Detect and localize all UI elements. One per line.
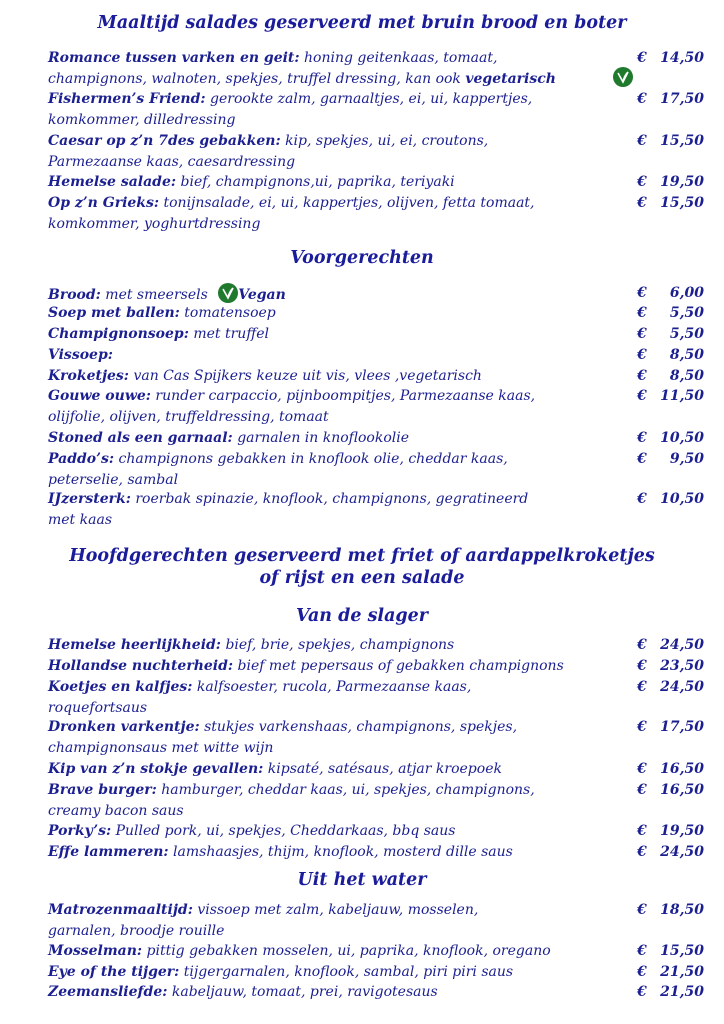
menu-item: [48, 345, 628, 366]
currency-symbol: €: [637, 902, 647, 918]
item-description: lamshaasjes, thijm, knoflook, mosterd dille saus: [173, 844, 513, 860]
currency-symbol: €: [637, 388, 647, 404]
item-name: Matrozenmaaltijd:: [48, 902, 193, 918]
item-description: komkommer, dilledressing: [48, 111, 236, 128]
item-price: 21,50: [660, 984, 704, 1000]
item-name: Dronken varkentje:: [48, 719, 200, 735]
currency-symbol: €: [637, 347, 647, 363]
currency-symbol: €: [637, 174, 647, 190]
item-description: garnalen, broodje rouille: [48, 922, 225, 939]
menu-item: [48, 635, 628, 656]
item-name: Porky’s:: [48, 823, 112, 839]
item-name: Stoned als een garnaal:: [48, 430, 233, 446]
item-name: Eye of the tijger:: [48, 964, 180, 980]
menu-item: [48, 89, 628, 130]
item-price: 10,50: [660, 491, 704, 507]
item-description: champignons, walnoten, spekjes, truffel dressing, kan ook: [48, 70, 466, 87]
item-name: Kip van z’n stokje gevallen:: [48, 761, 264, 777]
item-price: 9,50: [669, 451, 704, 467]
currency-symbol: €: [637, 305, 647, 321]
item-price: 15,50: [660, 195, 704, 211]
item-name: Zeemansliefde:: [48, 984, 168, 1000]
item-price: 16,50: [660, 782, 704, 798]
currency-symbol: €: [637, 195, 647, 211]
item-description: honing geitenkaas, tomaat,: [304, 50, 498, 66]
item-name: Gouwe ouwe:: [48, 388, 151, 404]
menu-item: [48, 324, 628, 345]
item-description: roquefortsaus: [48, 699, 148, 716]
menu-item: [48, 366, 628, 387]
item-description: olijfolie, olijven, truffeldressing, tomaat: [48, 408, 329, 425]
item-name: Hemelse heerlijkheid:: [48, 637, 221, 653]
item-name: Effe lammeren:: [48, 844, 169, 860]
item-description: Parmezaanse kaas, caesardressing: [48, 153, 296, 170]
item-name: Brave burger:: [48, 782, 157, 798]
item-description: runder carpaccio, pijnboompitjes, Parmezaanse kaas,: [155, 388, 536, 404]
menu-item: [48, 449, 628, 490]
item-description: kip, spekjes, ui, ei, croutons,: [285, 133, 489, 149]
item-price: 5,50: [669, 326, 704, 342]
menu-item: [48, 193, 628, 234]
currency-symbol: €: [637, 844, 647, 860]
vegetarian-tag: vegetarisch: [465, 70, 556, 87]
menu-item: [48, 759, 628, 780]
currency-symbol: €: [637, 133, 647, 149]
currency-symbol: €: [637, 943, 647, 959]
item-price: 21,50: [660, 964, 704, 980]
currency-symbol: €: [637, 823, 647, 839]
item-price: 10,50: [660, 430, 704, 446]
item-description: champignons gebakken in knoflook olie, cheddar kaas,: [118, 451, 508, 467]
item-description: bief, champignons,ui, paprika, teriyaki: [180, 174, 455, 190]
item-description: hamburger, cheddar kaas, ui, spekjes, champignons,: [161, 782, 535, 798]
item-description: van Cas Spijkers keuze uit vis, vlees ,vegetarisch: [133, 368, 482, 384]
item-name: Hemelse salade:: [48, 174, 177, 190]
item-description: met smeersels: [105, 287, 208, 303]
item-price: 15,50: [660, 133, 704, 149]
currency-symbol: €: [637, 326, 647, 342]
currency-symbol: €: [637, 658, 647, 674]
currency-symbol: €: [637, 430, 647, 446]
menu-item: [48, 900, 628, 941]
item-price: 17,50: [660, 719, 704, 735]
item-price: 8,50: [669, 368, 704, 384]
item-name: Mosselman:: [48, 943, 143, 959]
item-price: 11,50: [660, 388, 704, 404]
item-price: 16,50: [660, 761, 704, 777]
item-price: 19,50: [660, 823, 704, 839]
menu-item: [48, 842, 628, 863]
section-title-hoofdgerechten: Hoofdgerechten geserveerd met friet of aardappelkroketjes: [69, 546, 655, 566]
menu-item: [48, 780, 628, 821]
item-name: Romance tussen varken en geit:: [48, 50, 300, 66]
section-subtitle-hoofdgerechten: of rijst en een salade: [259, 568, 465, 588]
item-description: creamy bacon saus: [48, 802, 184, 819]
item-description: pittig gebakken mosselen, ui, paprika, knoflook, oregano: [146, 943, 551, 959]
item-description: bief, brie, spekjes, champignons: [225, 637, 455, 653]
currency-symbol: €: [637, 679, 647, 695]
item-description: stukjes varkenshaas, champignons, spekjes,: [204, 719, 518, 735]
item-name: Paddo’s:: [48, 451, 115, 467]
section-title-salades: Maaltijd salades geserveerd met bruin brood en boter: [97, 13, 627, 33]
vegan-leaf-icon: [218, 283, 238, 303]
item-price: 15,50: [660, 943, 704, 959]
menu-item: [48, 656, 628, 677]
item-name: Vissoep:: [48, 347, 113, 363]
menu-item: [48, 941, 628, 962]
menu-item: [48, 717, 628, 758]
item-description: tonijnsalade, ei, ui, kappertjes, olijven, fetta tomaat,: [163, 195, 535, 211]
item-description: kipsaté, satésaus, atjar kroepoek: [267, 761, 502, 777]
currency-symbol: €: [637, 782, 647, 798]
item-description: bief met pepersaus of gebakken champignons: [237, 658, 564, 674]
menu-item: [48, 48, 628, 89]
item-description: met kaas: [48, 511, 112, 528]
item-description: champignonsaus met witte wijn: [48, 739, 274, 756]
item-price: 8,50: [669, 347, 704, 363]
item-price: 24,50: [660, 679, 704, 695]
menu-item: [48, 131, 628, 172]
currency-symbol: €: [637, 984, 647, 1000]
item-description: kalfsoester, rucola, Parmezaanse kaas,: [196, 679, 472, 695]
currency-symbol: €: [637, 637, 647, 653]
currency-symbol: €: [637, 368, 647, 384]
menu-item: [48, 677, 628, 718]
item-price: 23,50: [660, 658, 704, 674]
menu-item: [48, 386, 628, 427]
item-description: gerookte zalm, garnaaltjes, ei, ui, kappertjes,: [210, 91, 533, 107]
item-name: Soep met ballen:: [48, 305, 180, 321]
item-price: 6,00: [669, 285, 704, 301]
menu-item: [48, 982, 628, 1003]
item-price: 17,50: [660, 91, 704, 107]
item-description: komkommer, yoghurtdressing: [48, 215, 261, 232]
currency-symbol: €: [637, 964, 647, 980]
item-description: roerbak spinazie, knoflook, champignons, gegratineerd: [135, 491, 529, 507]
menu-item: [48, 428, 628, 449]
item-name: Hollandse nuchterheid:: [48, 658, 234, 674]
item-description: peterselie, sambal: [48, 471, 179, 488]
item-description: Pulled pork, ui, spekjes, Cheddarkaas, bbq saus: [115, 823, 456, 839]
item-name: Koetjes en kalfjes:: [48, 679, 193, 695]
currency-symbol: €: [637, 285, 647, 301]
menu-item: [48, 303, 628, 324]
currency-symbol: €: [637, 50, 647, 66]
item-description: garnalen in knoflookolie: [237, 430, 410, 446]
item-name: Fishermen’s Friend:: [48, 91, 206, 107]
item-description: tijgergarnalen, knoflook, sambal, piri piri saus: [183, 964, 514, 980]
item-price: 14,50: [660, 50, 704, 66]
item-name: Op z’n Grieks:: [48, 195, 160, 211]
menu-item: [48, 821, 628, 842]
currency-symbol: €: [637, 91, 647, 107]
item-price: 24,50: [660, 844, 704, 860]
section-title-water: Uit het water: [297, 870, 427, 890]
vegan-tag: Vegan: [238, 287, 286, 303]
menu-item: [48, 962, 628, 983]
menu-item: [48, 489, 628, 530]
item-description: vissoep met zalm, kabeljauw, mosselen,: [197, 902, 479, 918]
item-price: 19,50: [660, 174, 704, 190]
item-description: kabeljauw, tomaat, prei, ravigotesaus: [171, 984, 438, 1000]
currency-symbol: €: [637, 761, 647, 777]
item-description: tomatensoep: [184, 305, 276, 321]
section-title-slager: Van de slager: [295, 606, 429, 626]
currency-symbol: €: [637, 719, 647, 735]
item-description: met truffel: [193, 326, 269, 342]
item-price: 5,50: [669, 305, 704, 321]
item-price: 24,50: [660, 637, 704, 653]
vegetarian-leaf-icon: [613, 67, 633, 87]
section-title-voorgerechten: Voorgerechten: [290, 248, 434, 268]
item-price: 18,50: [660, 902, 704, 918]
menu-item: [48, 172, 628, 193]
item-name: Kroketjes:: [48, 368, 129, 384]
item-name: Champignonsoep:: [48, 326, 189, 342]
item-name: Brood:: [48, 287, 101, 303]
currency-symbol: €: [637, 451, 647, 467]
item-name: IJzersterk:: [48, 491, 131, 507]
item-name: Caesar op z’n 7des gebakken:: [48, 133, 281, 149]
currency-symbol: €: [637, 491, 647, 507]
